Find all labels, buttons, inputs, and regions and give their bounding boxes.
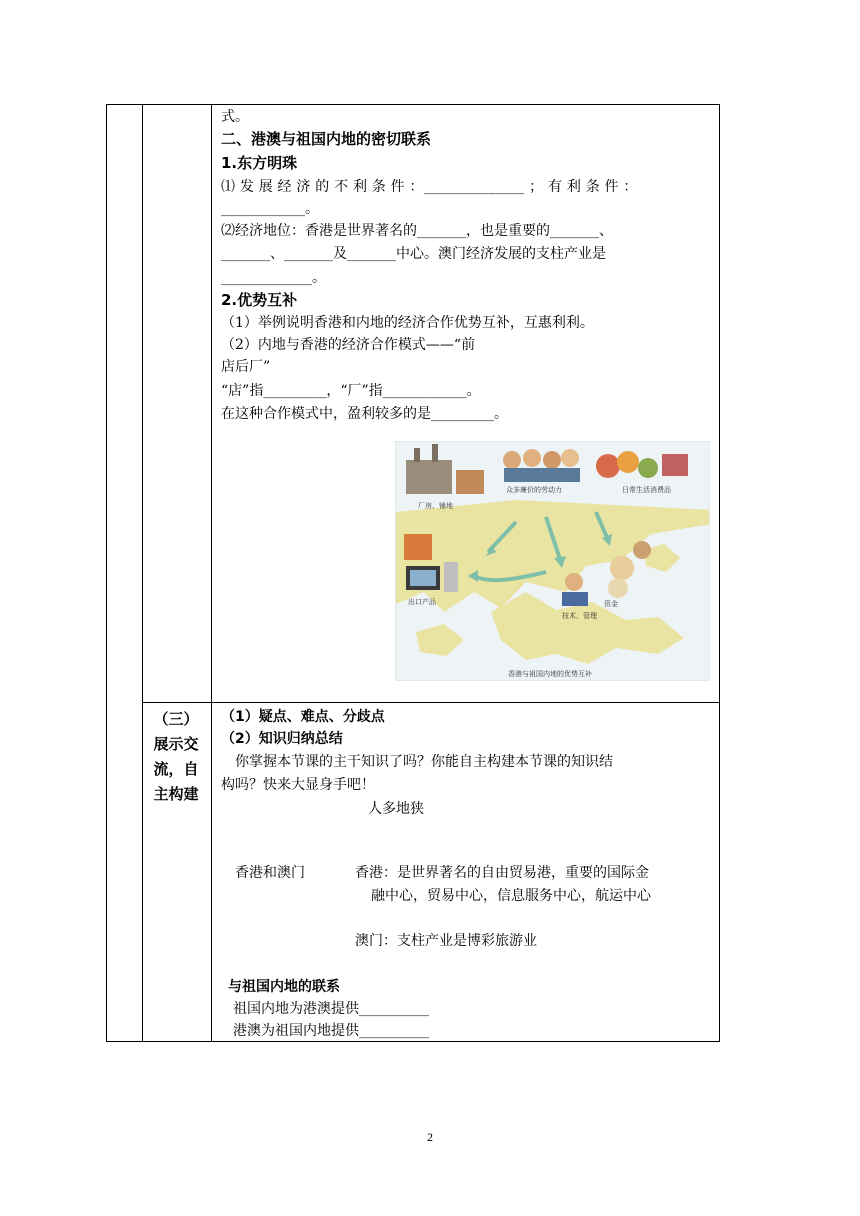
row-label-line: 流，自	[153, 760, 199, 778]
worker-icon	[523, 449, 541, 467]
worker-icon	[561, 449, 579, 467]
row-label	[142, 707, 210, 807]
chimney-icon	[432, 444, 438, 462]
figure-label-goods: 日常生活消费品	[622, 486, 671, 494]
figure-caption: 香港与祖国内地的优势互补	[508, 670, 592, 678]
figure-label-labor: 众多廉价的劳动力	[506, 486, 562, 494]
row-label-line: （三）	[153, 710, 199, 728]
technician-body	[562, 592, 588, 606]
table-column-divider	[211, 105, 212, 1041]
goods-icon	[617, 451, 639, 473]
question-line: 店后厂”	[221, 359, 271, 375]
figure-label-funds: 资金	[604, 600, 618, 608]
computer-tower-icon	[444, 562, 458, 592]
summary-macau: 澳门：支柱产业是博彩旅游业	[355, 933, 537, 949]
intro-line: 构吗？快来大显身手吧！	[221, 777, 375, 793]
table-row-divider	[142, 702, 719, 703]
subheading: 2.优势互补	[221, 291, 298, 309]
businessman-icon	[633, 541, 651, 559]
worker-icon	[543, 451, 561, 469]
factory-icon	[406, 460, 452, 494]
map-illustration	[396, 442, 710, 681]
subheading: 1.东方明珠	[221, 154, 298, 172]
goods-box-icon	[662, 454, 688, 476]
relation-line: 港澳为祖国内地提供__________	[233, 1023, 429, 1039]
table-column-divider	[142, 105, 143, 1041]
question-line: 在这种合作模式中，盈利较多的是_________。	[221, 406, 508, 422]
summary-crowded: 人多地狭	[368, 801, 424, 817]
chimney-icon	[414, 448, 420, 462]
goods-icon	[596, 454, 620, 478]
item-heading: （2）知识归纳总结	[221, 731, 343, 747]
question-line: “店”指_________，“厂”指____________。	[221, 383, 481, 399]
section-heading: 二、港澳与祖国内地的密切联系	[221, 130, 432, 148]
money-bag-icon	[608, 578, 628, 598]
relation-line: 祖国内地为港澳提供__________	[233, 1001, 429, 1017]
summary-hkmo: 香港和澳门	[235, 865, 305, 881]
question-line: ⑵经济地位：香港是世界著名的_______，也是重要的_______、	[221, 223, 613, 239]
relation-heading: 与祖国内地的联系	[228, 979, 340, 995]
summary-hk: 香港：是世界著名的自由贸易港，重要的国际金	[355, 865, 649, 881]
page-number: 2	[427, 1130, 433, 1144]
technician-icon	[565, 573, 583, 591]
goods-icon	[638, 458, 658, 478]
figure-label-export: 出口产品	[408, 598, 436, 606]
item-heading: （1）疑点、难点、分歧点	[221, 709, 385, 725]
question-line: （2）内地与香港的经济合作模式——“前	[221, 337, 476, 353]
clothing-icon	[404, 534, 432, 560]
text-line: 式。	[221, 109, 249, 125]
question-line: _____________。	[221, 270, 326, 286]
computer-screen-icon	[410, 570, 436, 586]
worker-icon	[503, 451, 521, 469]
intro-line: 你掌握本节课的主干知识了吗？你能自主构建本节课的知识结	[235, 754, 613, 770]
question-line: _______、_______及_______中心。澳门经济发展的支柱产业是	[221, 246, 606, 262]
question-line: （1）举例说明香港和内地的经济合作优势互补，互惠利利。	[221, 315, 594, 331]
row-label-line: 主构建	[153, 785, 199, 803]
advantage-map-figure	[395, 441, 710, 681]
building-icon	[456, 470, 484, 494]
row-label-line: 展示交	[153, 735, 199, 753]
money-bag-icon	[610, 556, 634, 580]
summary-hk-cont: 融中心，贸易中心，信息服务中心，航运中心	[371, 888, 651, 904]
question-line: ⑴ 发 展 经 济 的 不 利 条 件 ：______________ ； 有 利 条 件 ：	[221, 179, 638, 195]
worker-bodies	[504, 468, 580, 482]
figure-label-factory: 厂房、铺地	[418, 502, 453, 510]
question-line: ____________。	[221, 201, 319, 217]
figure-label-tech: 技术、管理	[562, 612, 597, 620]
